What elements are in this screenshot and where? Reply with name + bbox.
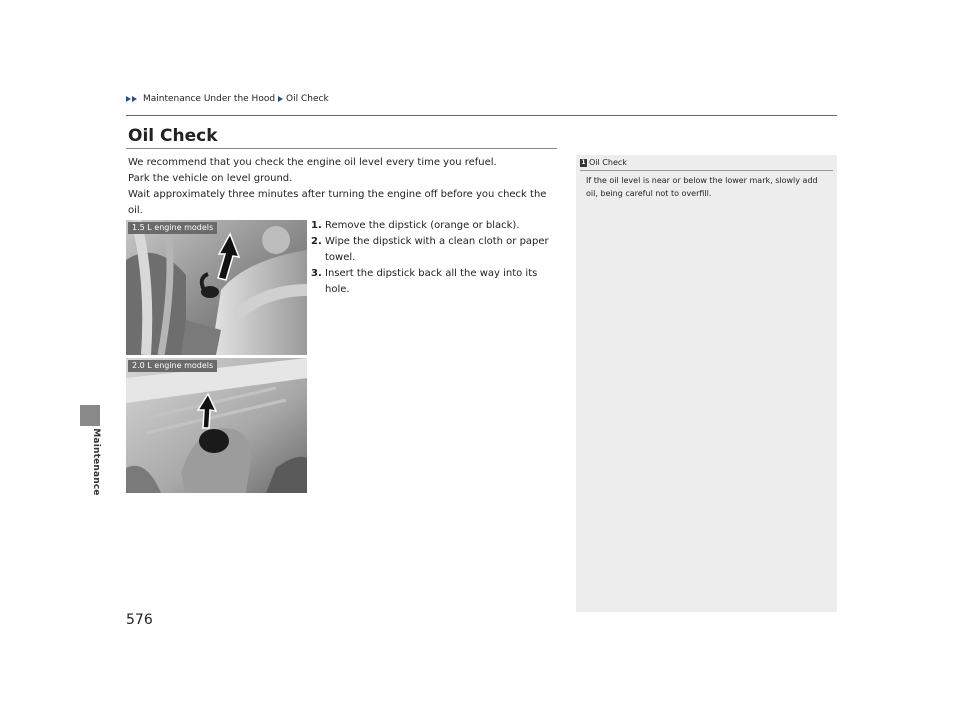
intro-paragraph: Park the vehicle on level ground. [128, 173, 293, 184]
engine-photo-1-5l [126, 220, 307, 355]
step-item [311, 234, 561, 266]
step-text: Insert the dipstick back all the way into its hole. [325, 268, 538, 295]
figure-label: 2.0 L engine models [128, 360, 217, 372]
breadcrumb-arrow-icon [278, 96, 283, 102]
section-tab-marker [80, 405, 100, 426]
breadcrumb [126, 94, 329, 104]
intro-paragraph: Wait approximately three minutes after turning the engine off before you check the oil. [128, 189, 547, 216]
title-divider [126, 148, 557, 149]
engine-cover-illustration [126, 358, 307, 493]
figure-label: 1.5 L engine models [128, 222, 217, 234]
intro-text [128, 155, 560, 219]
step-text: Remove the dipstick (orange or black). [325, 220, 520, 231]
breadcrumb-arrow-icon [132, 96, 137, 102]
note-reference-icon: 1 [581, 158, 586, 166]
engine-bay-illustration [126, 220, 307, 355]
note-divider [580, 170, 833, 171]
note-sidebar [576, 155, 837, 612]
step-number: 1. [311, 220, 322, 231]
header-divider [126, 115, 837, 116]
step-item [311, 218, 561, 234]
page-number: 576 [126, 612, 153, 628]
intro-paragraph: We recommend that you check the engine oil level every time you refuel. [128, 157, 497, 168]
step-text: Wipe the dipstick with a clean cloth or paper towel. [325, 236, 549, 263]
procedure-steps [311, 218, 561, 298]
note-heading [580, 158, 627, 167]
engine-photo-2-0l [126, 358, 307, 493]
step-number: 2. [311, 236, 322, 247]
breadcrumb-item[interactable]: Maintenance Under the Hood [143, 94, 276, 104]
page-title: Oil Check [128, 126, 218, 146]
breadcrumb-arrow-icon [126, 96, 131, 102]
breadcrumb-item[interactable]: Oil Check [286, 94, 329, 104]
note-text: If the oil level is near or below the lower mark, slowly add oil, being careful not to overfill. [586, 176, 818, 198]
step-number: 3. [311, 268, 322, 279]
note-title: Oil Check [589, 158, 627, 167]
step-item [311, 266, 561, 298]
